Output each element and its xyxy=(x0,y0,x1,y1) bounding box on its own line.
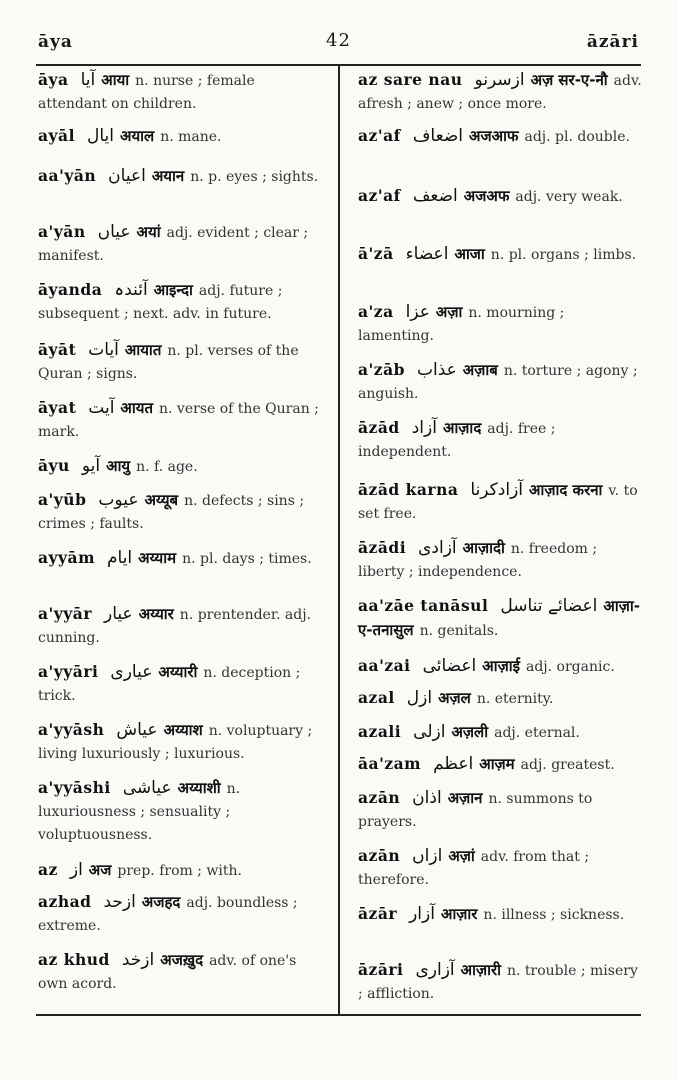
entry-devanagari: अजहद xyxy=(141,893,181,911)
entry-devanagari: अय्यारी xyxy=(158,663,198,681)
entry-headword: azān xyxy=(358,846,401,865)
entry-definition: adj. pl. double. xyxy=(524,129,630,145)
entry-devanagari: अज़ल xyxy=(438,689,471,707)
dictionary-entry xyxy=(358,958,642,1006)
dictionary-entry xyxy=(38,68,324,116)
header-guide-word-right: āzāri xyxy=(586,32,639,52)
entry-definition: n. prentender. adj. cunning. xyxy=(38,607,311,646)
entry-devanagari: आज़ार xyxy=(440,905,478,923)
entry-devanagari: अजअफ xyxy=(463,187,510,205)
entry-urdu-script: آزار xyxy=(409,904,435,924)
dictionary-entry xyxy=(358,536,642,584)
entry-definition: v. to set free. xyxy=(358,483,638,522)
entry-definition: prep. from ; with. xyxy=(117,863,242,879)
entry-headword: āzār xyxy=(358,904,398,923)
entry-urdu-script: عیاں xyxy=(97,222,131,242)
entry-definition: n. torture ; agony ; anguish. xyxy=(358,363,638,402)
dictionary-entry xyxy=(358,752,642,777)
entry-devanagari: अय्याश xyxy=(163,721,203,739)
entry-devanagari: आजा xyxy=(454,245,485,263)
dictionary-entry xyxy=(38,278,324,326)
entry-devanagari: आज़ारी xyxy=(460,961,501,979)
dictionary-entry xyxy=(358,300,642,348)
entry-headword: a'yyāsh xyxy=(38,720,105,739)
entry-definition: n. deception ; trick. xyxy=(38,665,301,704)
entry-devanagari: आज़म xyxy=(479,755,515,773)
dictionary-entry xyxy=(38,164,324,189)
entry-devanagari: अज़ान xyxy=(447,789,483,807)
entry-urdu-script: اعضائے تناسل xyxy=(500,596,598,616)
entry-definition: n. mourning ; lamenting. xyxy=(358,305,565,344)
entry-urdu-script: ایال xyxy=(86,126,114,146)
dictionary-entry xyxy=(38,602,324,650)
entry-urdu-script: اعضاء xyxy=(405,244,449,264)
entry-headword: āyāt xyxy=(38,340,77,359)
entry-devanagari: अय्यूब xyxy=(144,491,179,509)
dictionary-entry xyxy=(358,358,642,406)
entry-devanagari: आयु xyxy=(106,457,131,475)
entry-urdu-script: عذاب xyxy=(416,360,457,380)
dictionary-entry xyxy=(38,124,324,149)
entry-urdu-script: آئندہ xyxy=(114,280,148,300)
dictionary-entry xyxy=(358,184,642,209)
entry-urdu-script: عیاری xyxy=(110,662,153,682)
dictionary-entry xyxy=(358,242,642,267)
entry-headword: aa'zāe tanāsul xyxy=(358,596,489,615)
entry-urdu-script: ازخد xyxy=(121,950,155,970)
dictionary-entry xyxy=(38,338,324,386)
entry-devanagari: आइन्दा xyxy=(153,281,193,299)
dictionary-entry xyxy=(38,858,324,883)
entry-devanagari: आयत xyxy=(120,399,154,417)
entry-urdu-script: آزاد xyxy=(411,418,437,438)
entry-devanagari: अयान xyxy=(151,167,185,185)
entry-definition: n. f. age. xyxy=(136,459,198,475)
dictionary-entry xyxy=(38,776,324,847)
entry-definition: adj. free ; independent. xyxy=(358,421,556,460)
entry-urdu-script: آزادی xyxy=(418,538,457,558)
entry-headword: āzād xyxy=(358,418,400,437)
entry-headword: az xyxy=(38,860,58,879)
entry-urdu-script: عزا xyxy=(405,302,430,322)
dictionary-entry xyxy=(358,594,642,643)
entry-definition: n. voluptuary ; living luxuriously ; luxurious. xyxy=(38,723,313,762)
dictionary-entry xyxy=(38,660,324,708)
entry-headword: āyat xyxy=(38,398,77,417)
entry-urdu-script: اعیان xyxy=(108,166,146,186)
entry-definition: n. pl. verses of the Quran ; signs. xyxy=(38,343,299,382)
bottom-rule xyxy=(36,1014,641,1016)
entry-headword: a'yūb xyxy=(38,490,87,509)
entry-headword: ā'zā xyxy=(358,244,394,263)
entry-headword: aa'zai xyxy=(358,656,411,675)
dictionary-entry xyxy=(38,488,324,536)
entry-definition: adj. organic. xyxy=(526,659,615,675)
entry-definition: adv. of one's own acord. xyxy=(38,953,297,992)
entry-devanagari: अज़ली xyxy=(451,723,489,741)
entry-headword: āa'zam xyxy=(358,754,422,773)
entry-definition: adj. eternal. xyxy=(494,725,580,741)
entry-headword: a'yyāshi xyxy=(38,778,111,797)
entry-headword: āyu xyxy=(38,456,70,475)
entry-devanagari: अज़ा xyxy=(435,303,463,321)
dictionary-entry xyxy=(358,124,642,149)
entry-urdu-script: ازحد xyxy=(103,892,136,912)
entry-urdu-script: ازلی xyxy=(413,722,446,742)
entry-headword: āzād karna xyxy=(358,480,459,499)
entry-devanagari: अज़ाब xyxy=(462,361,498,379)
dictionary-entry xyxy=(38,454,324,479)
dictionary-entry xyxy=(358,68,642,116)
dictionary-entry xyxy=(38,546,324,571)
entry-definition: n. pl. days ; times. xyxy=(182,551,312,567)
entry-headword: a'yyāri xyxy=(38,662,99,681)
entry-definition: n. eternity. xyxy=(476,691,554,707)
entry-devanagari: अय्याम xyxy=(138,549,177,567)
column-divider xyxy=(338,66,340,1014)
entry-definition: adj. greatest. xyxy=(520,757,615,773)
entry-headword: āyanda xyxy=(38,280,103,299)
entry-devanagari: अज़ सर-ए-नौ xyxy=(530,71,608,89)
entry-urdu-script: آیات xyxy=(88,340,119,360)
entry-headword: ayyām xyxy=(38,548,95,567)
entry-headword: azān xyxy=(358,788,401,807)
entry-devanagari: आया xyxy=(101,71,130,89)
entry-definition: n. verse of the Quran ; mark. xyxy=(38,401,319,440)
entry-devanagari: आज़ाई xyxy=(482,657,520,675)
entry-devanagari: आज़ादी xyxy=(462,539,505,557)
entry-urdu-script: عیاش xyxy=(116,720,158,740)
entry-urdu-script: ایام xyxy=(107,548,133,568)
entry-devanagari: आज़ाद करना xyxy=(529,481,603,499)
entry-devanagari: आज़ाद xyxy=(442,419,482,437)
entry-definition: n. nurse ; female attendant on children. xyxy=(38,73,255,112)
entry-urdu-script: اعضائی xyxy=(422,656,477,676)
entry-definition: n. trouble ; misery ; affliction. xyxy=(358,963,638,1002)
entry-devanagari: अय्याशी xyxy=(177,779,221,797)
entry-urdu-script: اضعاف xyxy=(412,126,463,146)
entry-devanagari: अजआफ xyxy=(468,127,519,145)
dictionary-entry xyxy=(38,718,324,766)
dictionary-entry xyxy=(358,844,642,892)
entry-definition: adv. afresh ; anew ; once more. xyxy=(358,73,642,112)
entry-urdu-script: اضعف xyxy=(412,186,458,206)
dictionary-entry xyxy=(358,416,642,464)
entry-headword: az'af xyxy=(358,126,401,145)
entry-urdu-script: ازاں xyxy=(412,846,443,866)
entry-urdu-script: اعظم xyxy=(433,754,474,774)
entry-definition: n. pl. organs ; limbs. xyxy=(490,247,637,263)
entry-devanagari: आयात xyxy=(124,341,162,359)
page-number: 42 xyxy=(326,30,351,51)
dictionary-entry xyxy=(358,720,642,745)
entry-definition: adj. boundless ; extreme. xyxy=(38,895,298,934)
dictionary-entry xyxy=(38,890,324,938)
entry-urdu-script: از xyxy=(69,860,83,880)
entry-urdu-script: ازسرنو xyxy=(474,70,525,90)
dictionary-entry xyxy=(358,478,642,526)
entry-headword: azal xyxy=(358,688,395,707)
entry-definition: n. summons to prayers. xyxy=(358,791,593,830)
entry-urdu-script: عیوب xyxy=(98,490,139,510)
entry-devanagari: अयाल xyxy=(119,127,155,145)
entry-headword: a'za xyxy=(358,302,394,321)
entry-definition: adj. very weak. xyxy=(515,189,623,205)
page-header xyxy=(0,0,677,56)
header-guide-word-left: āya xyxy=(38,32,73,52)
entry-definition: n. genitals. xyxy=(419,623,499,639)
entry-urdu-script: آیو xyxy=(81,456,101,476)
entry-headword: a'yān xyxy=(38,222,86,241)
entry-devanagari: अज xyxy=(88,861,112,879)
entry-headword: a'zāb xyxy=(358,360,405,379)
entry-urdu-script: ازل xyxy=(406,688,433,708)
entry-headword: a'yyār xyxy=(38,604,93,623)
entry-devanagari: अय्यार xyxy=(138,605,174,623)
entry-urdu-script: عیار xyxy=(104,604,133,624)
entry-headword: az khud xyxy=(38,950,110,969)
entry-headword: az'af xyxy=(358,186,401,205)
dictionary-entry xyxy=(38,220,324,268)
entry-headword: ayāl xyxy=(38,126,75,145)
entry-definition: n. illness ; sickness. xyxy=(483,907,625,923)
entry-headword: azhad xyxy=(38,892,92,911)
entry-urdu-script: آزاری xyxy=(415,960,455,980)
entry-headword: azali xyxy=(358,722,402,741)
entry-headword: az sare nau xyxy=(358,70,463,89)
entry-definition: adv. from that ; therefore. xyxy=(358,849,590,888)
dictionary-entry xyxy=(358,786,642,834)
entry-definition: n. p. eyes ; sights. xyxy=(190,169,319,185)
entry-definition: adj. future ; subsequent ; next. adv. in future. xyxy=(38,283,283,322)
entry-urdu-script: آزادکرنا xyxy=(470,480,524,500)
dictionary-entry xyxy=(358,686,642,711)
entry-devanagari: अजख़ुद xyxy=(160,951,204,969)
entry-definition: n. mane. xyxy=(160,129,222,145)
entry-definition: n. defects ; sins ; crimes ; faults. xyxy=(38,493,305,532)
entry-devanagari: अज़ां xyxy=(448,847,475,865)
entry-urdu-script: آیا xyxy=(80,70,96,90)
entry-headword: āya xyxy=(38,70,69,89)
entry-headword: aa'yān xyxy=(38,166,97,185)
entry-urdu-script: آیت xyxy=(88,398,115,418)
dictionary-entry xyxy=(358,654,642,679)
dictionary-entry xyxy=(38,396,324,444)
entry-definition: n. freedom ; liberty ; independence. xyxy=(358,541,598,580)
entry-headword: āzādi xyxy=(358,538,407,557)
entry-definition: adj. evident ; clear ; manifest. xyxy=(38,225,309,264)
entry-urdu-script: عیاشی xyxy=(122,778,172,798)
entry-devanagari: अयां xyxy=(136,223,161,241)
entry-devanagari: आज़ा-ए-तनासुल xyxy=(358,597,640,639)
entry-urdu-script: اذان xyxy=(412,788,442,808)
entry-definition: n. luxuriousness ; sensuality ; voluptuousness. xyxy=(38,781,241,843)
dictionary-entry xyxy=(358,902,642,927)
dictionary-entry xyxy=(38,948,324,996)
entry-headword: āzāri xyxy=(358,960,404,979)
